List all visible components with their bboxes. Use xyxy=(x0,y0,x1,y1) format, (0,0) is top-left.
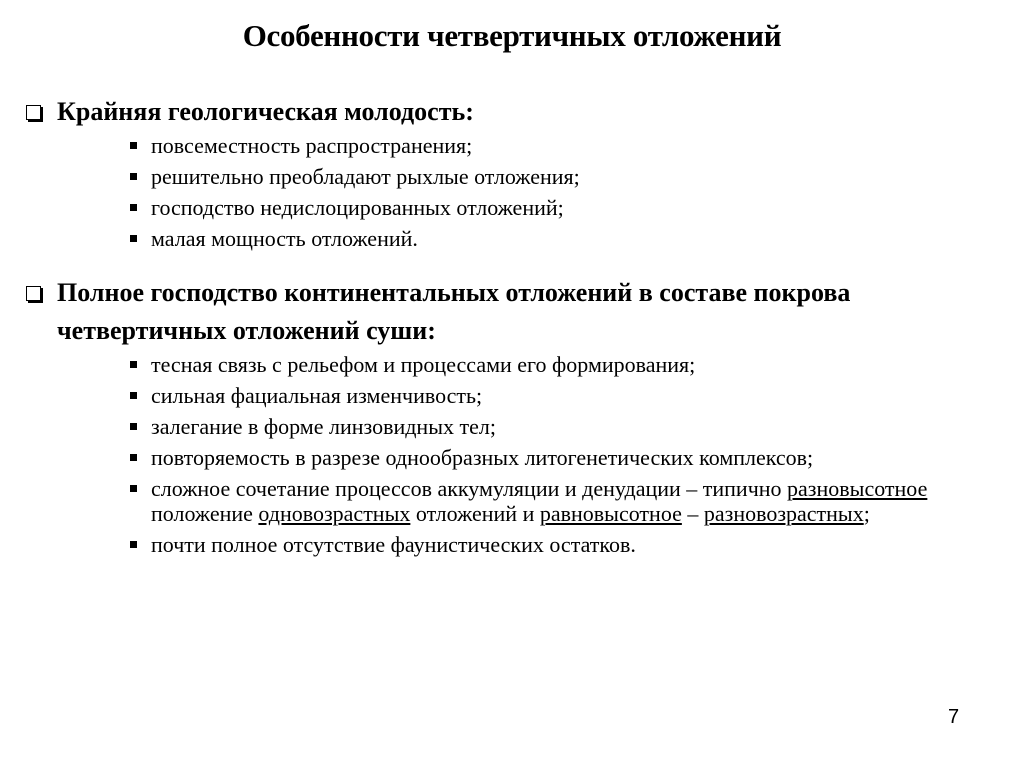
checkbox-bullet-icon xyxy=(26,105,41,120)
section-geological-youth xyxy=(26,93,937,257)
square-bullet-icon xyxy=(130,173,137,180)
square-bullet-icon xyxy=(130,541,137,548)
list-item: сильная фациальная изменчивость; xyxy=(130,383,991,408)
section-heading-text: Крайняя геологическая молодость: xyxy=(57,97,474,126)
checkbox-bullet-icon xyxy=(26,286,41,301)
slide-title: Особенности четвертичных отложений xyxy=(242,18,782,53)
square-bullet-icon xyxy=(130,361,137,368)
list-item: малая мощность отложений. xyxy=(130,226,937,251)
list-item: решительно преобладают рыхлые отложения; xyxy=(130,164,937,189)
list-item: тесная связь с рельефом и процессами его формирования; xyxy=(130,352,991,377)
square-bullet-icon xyxy=(130,423,137,430)
section-items xyxy=(26,352,991,557)
list-item xyxy=(130,476,991,526)
square-bullet-icon xyxy=(130,142,137,149)
square-bullet-icon xyxy=(130,235,137,242)
square-bullet-icon xyxy=(130,204,137,211)
list-item: почти полное отсутствие фаунистических остатков. xyxy=(130,532,991,557)
list-item: залегание в форме линзовидных тел; xyxy=(130,414,991,439)
section-heading xyxy=(26,274,991,350)
section-items xyxy=(26,133,937,251)
list-item: господство недислоцированных отложений; xyxy=(130,195,937,220)
section-continental-deposits xyxy=(26,274,991,563)
list-item: повторяемость в разрезе однообразных литогенетических комплексов; xyxy=(130,445,991,470)
page-number: 7 xyxy=(948,706,960,728)
section-heading xyxy=(26,93,937,131)
square-bullet-icon xyxy=(130,485,137,492)
square-bullet-icon xyxy=(130,392,137,399)
list-item: повсеместность распространения; xyxy=(130,133,937,158)
square-bullet-icon xyxy=(130,454,137,461)
mixed-underline-text: сложное сочетание процессов аккумуляции и денудации – типично разновысотное положение одновозрастных отложений и равновысотное – разновозрастных; xyxy=(151,476,928,526)
section-heading-text: Полное господство континентальных отложений в составе покрова четвертичных отложений суши: xyxy=(57,278,851,345)
